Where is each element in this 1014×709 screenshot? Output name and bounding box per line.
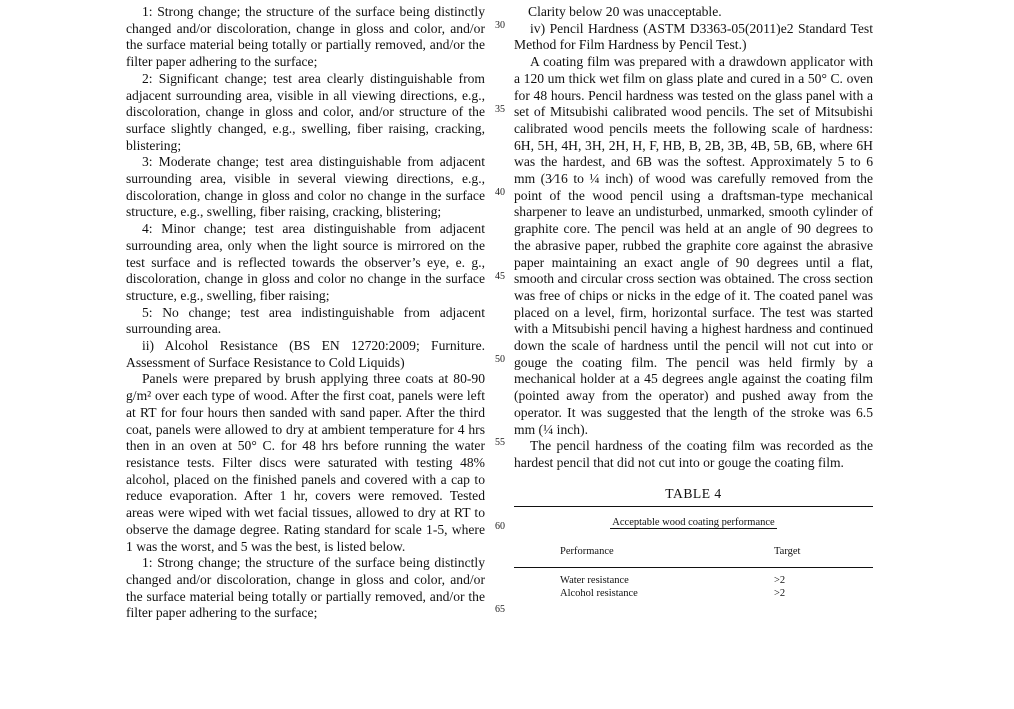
line-number: 65 <box>495 604 505 615</box>
line-number: 30 <box>495 20 505 31</box>
pencil-hardness-result-paragraph: The pencil hardness of the coating film was recorded as the hardest pencil that did not cut into or gouge the coating film. <box>514 438 873 470</box>
clarity-paragraph: Clarity below 20 was unacceptable. <box>528 4 722 19</box>
table-row <box>514 574 873 587</box>
line-number: 50 <box>495 354 505 365</box>
table-caption <box>514 515 873 532</box>
rating-1-repeat-paragraph: 1: Strong change; the structure of the surface being distinctly changed and/or discoloration, change in gloss and color, and/or the surface material being totally or partially removed, and/or the filter paper adhering to the surface; <box>126 555 485 621</box>
table-top-rule <box>514 506 873 507</box>
right-column <box>514 4 873 600</box>
table-body <box>514 568 873 600</box>
alcohol-resistance-heading: ii) Alcohol Resistance (BS EN 12720:2009; Furniture. Assessment of Surface Resistance to Cold Liquids) <box>126 338 485 370</box>
rating-3-paragraph: 3: Moderate change; test area distinguishable from adjacent surrounding area, visible in several viewing directions, e.g., discoloration, change in gloss and color no change in the surface structure, e.g., swelling, fiber raising, cracking, blistering; <box>126 154 485 220</box>
rating-2-paragraph: 2: Significant change; test area clearly distinguishable from adjacent surrounding area, visible in all viewing directions, e.g., discoloration, change in gloss and color, and/or structure of the surface slightly changed, e.g., swelling, fiber raising, cracking, blistering; <box>126 70 485 153</box>
table-header-performance: Performance <box>560 546 614 558</box>
line-number: 40 <box>495 187 505 198</box>
rating-1-paragraph: 1: Strong change; the structure of the surface being distinctly changed and/or discoloration, change in gloss and color, and/or the surface material being totally or partially removed, and/or the filter paper adhering to the surface; <box>126 4 485 70</box>
pencil-hardness-heading: iv) Pencil Hardness (ASTM D3363-05(2011)e2 Standard Test Method for Film Hardness by Pencil Test.) <box>514 20 873 53</box>
table-header-row <box>514 534 873 567</box>
table-caption-text: Acceptable wood coating performance <box>612 517 775 529</box>
left-column <box>126 4 485 622</box>
table-title: TABLE 4 <box>665 485 722 501</box>
table-cell: >2 <box>774 574 786 586</box>
line-number: 35 <box>495 104 505 115</box>
rating-4-paragraph: 4: Minor change; test area distinguishable from adjacent surrounding area, only when the light source is mirrored on the test surface and is reflected towards the observer’s eye, e. g., discoloration, change in gloss and color no change in the surface structure, e.g., swelling, fiber raising; <box>126 221 485 303</box>
table-cell: Water resistance <box>560 574 629 586</box>
line-number: 55 <box>495 437 505 448</box>
panels-prepared-paragraph: Panels were prepared by brush applying three coats at 80-90 g/m² over each type of wood. After the first coat, panels were left at RT for four hours then sanded with sand paper. After the third coat, panels were allowed to dry at ambient temperature for 4 hrs then in an oven at 50° C. for 48 hrs before running the water resistance tests. Filter discs were saturated with testing 48% alcohol, placed on the finished panels and covered with a cap to reduce evaporation. After 1 hr, covers were removed. Tested areas were wiped with wet facial tissues, allowed to dry at RT to observe the damage degree. Rating standard for scale 1-5, where 1 was the worst, and 5 was the best, is listed below. <box>126 371 485 554</box>
table-4 <box>514 486 873 600</box>
line-number: 45 <box>495 271 505 282</box>
line-number: 60 <box>495 521 505 532</box>
rating-5-paragraph: 5: No change; test area indistinguishable from adjacent surrounding area. <box>126 304 485 337</box>
table-cell: Alcohol resistance <box>560 587 638 599</box>
coating-film-paragraph: A coating film was prepared with a drawdown applicator with a 120 um thick wet film on glass plate and cured in a 50° C. oven for 48 hours. Pencil hardness was tested on the glass panel with a set of Mitsubishi calibrated wood pencils. The set of Mitsubishi calibrated wood pencils meets the following scale of hardness: 6H, 5H, 4H, 3H, 2H, H, F, HB, B, 2B, 3B, 4B, 5B, 6B, where 6H was the hardest, and 6B was the softest. Approximately 5 to 6 mm (3⁄16 to ¼ inch) of wood was carefully removed from the point of the wood pencil using a draftsman-type mechanical sharpener to leave an undisturbed, unmarked, smooth cylinder of graphite core. The pencil was held at an angle of 90 degrees to the abrasive paper, rubbed the graphite core against the abrasive paper maintaining an exact angle of 90 degrees until a flat, smooth and circular cross section was obtained. The cross section was free of chips or nicks in the edge of it. The coated panel was placed on a level, firm, horizontal surface. The test was started with a Mitsubishi pencil having a highest hardness and continued down the scale of hardness until the pencil will not cut into or gouge the coating film. The pencil was held firmly by a mechanical holder at a 45 degrees angle against the coating film (pointed away from the operator) and pushed away from the operator. It was suggested that the length of the stroke was 6.5 mm (¼ inch). <box>514 54 873 437</box>
table-cell: >2 <box>774 587 786 599</box>
table-row <box>514 587 873 600</box>
table-header-target: Target <box>774 546 801 558</box>
